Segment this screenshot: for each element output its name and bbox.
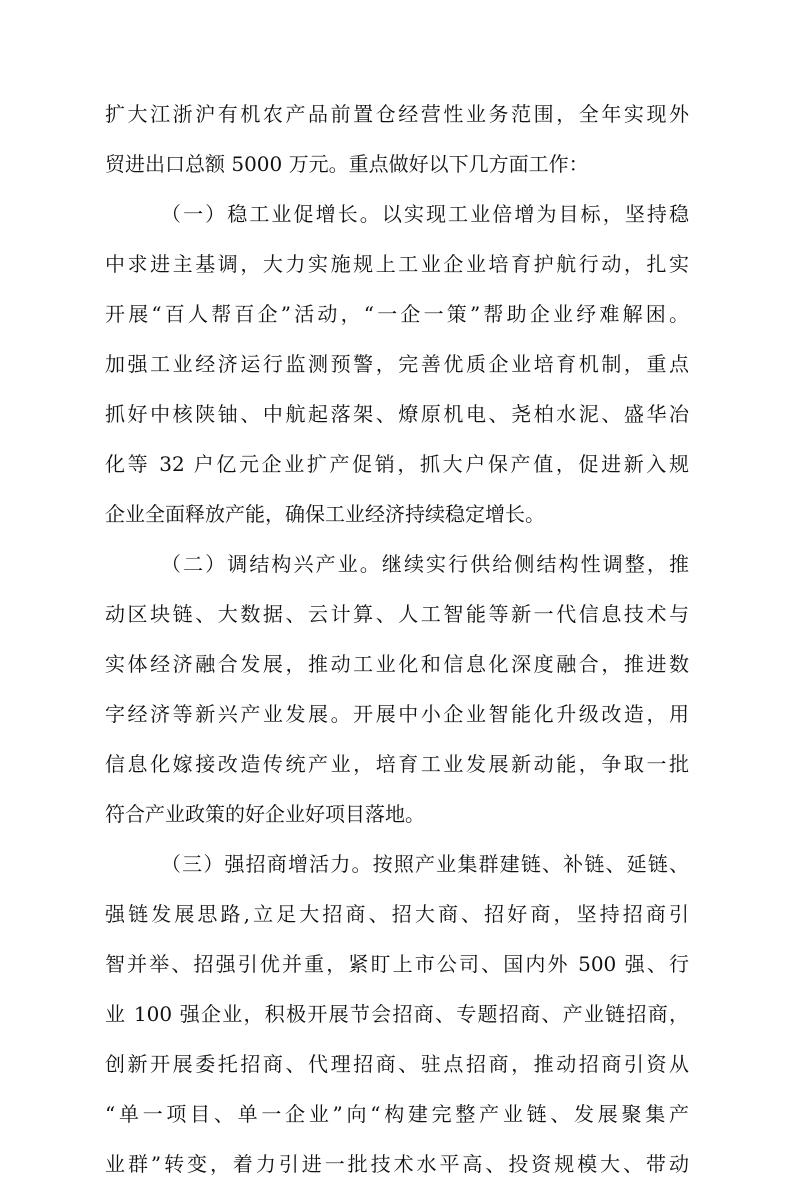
text-line: 字经济等新兴产业发展。开展中小企业智能化升级改造，用 xyxy=(105,702,689,726)
text-line: 加强工业经济运行监测预警，完善优质企业培育机制，重点 xyxy=(105,352,689,376)
text-line: （一）稳工业促增长。以实现工业倍增为目标，坚持稳 xyxy=(161,202,689,226)
text-line: 业 100 强企业，积极开展节会招商、专题招商、产业链招商， xyxy=(105,1002,689,1026)
text-line: 企业全面释放产能，确保工业经济持续稳定增长。 xyxy=(105,502,545,526)
document-body xyxy=(105,89,689,1189)
text-line: 强链发展思路,立足大招商、招大商、招好商，坚持招商引 xyxy=(105,902,689,926)
text-line: （三）强招商增活力。按照产业集群建链、补链、延链、 xyxy=(161,852,689,876)
text-line: 扩大江浙沪有机农产品前置仓经营性业务范围，全年实现外 xyxy=(105,102,689,126)
text-line: 创新开展委托招商、代理招商、驻点招商，推动招商引资从 xyxy=(105,1052,689,1076)
text-line: 开展“百人帮百企”活动，“一企一策”帮助企业纾难解困。 xyxy=(105,302,689,326)
text-line: 智并举、招强引优并重，紧盯上市公司、国内外 500 强、行 xyxy=(105,952,689,976)
text-line: 信息化嫁接改造传统产业，培育工业发展新动能，争取一批 xyxy=(105,752,689,776)
text-line: 抓好中核陕铀、中航起落架、燎原机电、尧柏水泥、盛华冶 xyxy=(105,402,689,426)
text-line: 业群”转变，着力引进一批技术水平高、投资规模大、带动 xyxy=(105,1152,689,1176)
text-line: 动区块链、大数据、云计算、人工智能等新一代信息技术与 xyxy=(105,602,689,626)
text-line: 实体经济融合发展，推动工业化和信息化深度融合，推进数 xyxy=(105,652,689,676)
text-line: “单一项目、单一企业”向“构建完整产业链、发展聚集产 xyxy=(105,1102,689,1126)
text-line: 贸进出口总额 5000 万元。重点做好以下几方面工作： xyxy=(105,152,589,176)
text-line: 化等 32 户亿元企业扩产促销，抓大户保产值，促进新入规 xyxy=(105,452,689,476)
text-line: 符合产业政策的好企业好项目落地。 xyxy=(105,802,425,826)
text-line: （二）调结构兴产业。继续实行供给侧结构性调整，推 xyxy=(161,552,689,576)
text-line: 中求进主基调，大力实施规上工业企业培育护航行动，扎实 xyxy=(105,252,689,276)
